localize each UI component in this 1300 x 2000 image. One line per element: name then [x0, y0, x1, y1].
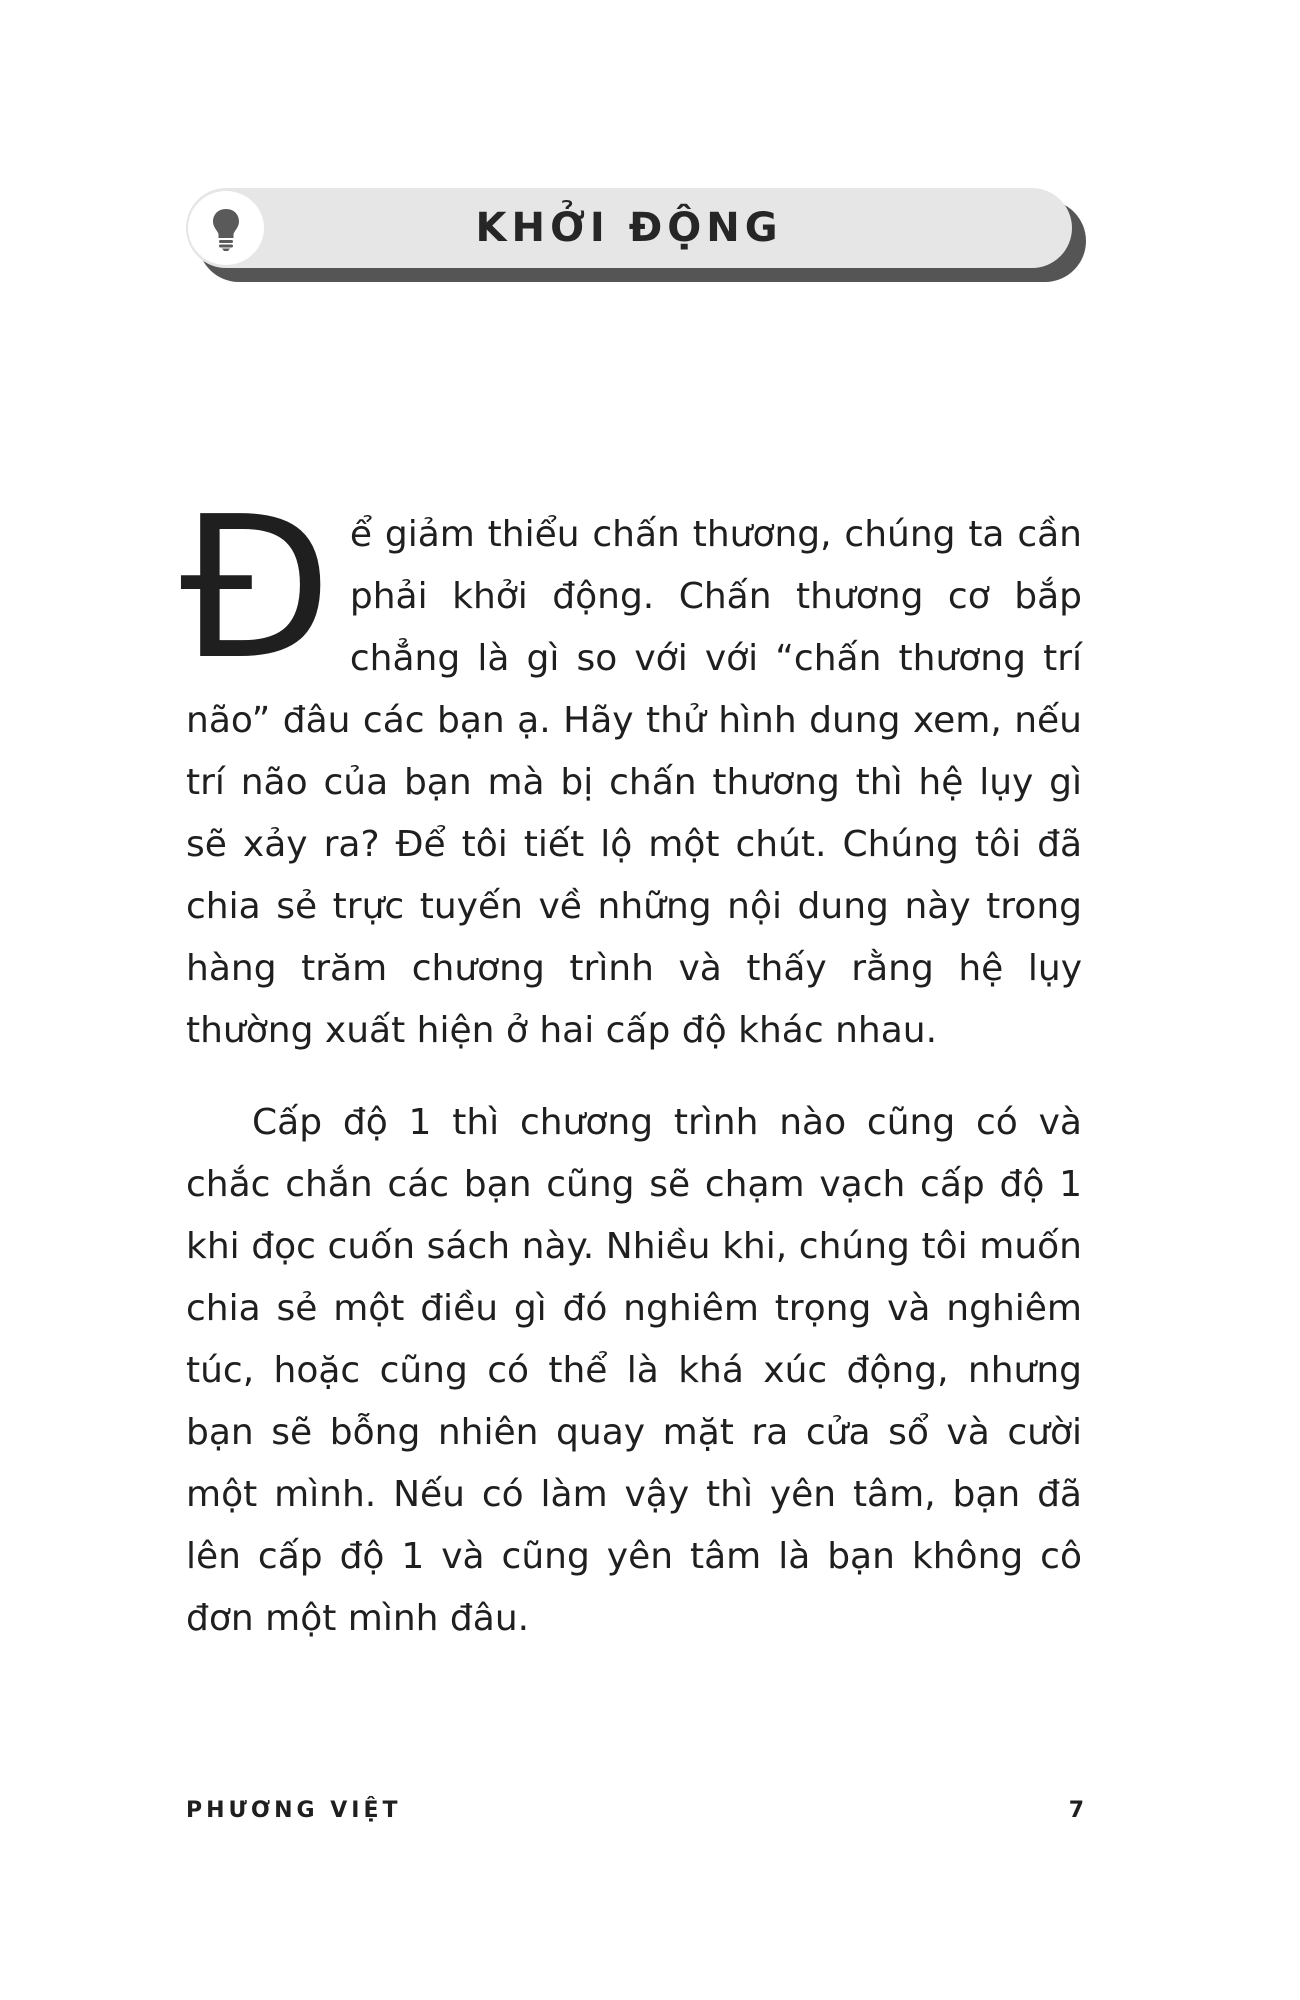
page-number: 7	[1068, 1798, 1084, 1823]
chapter-title: KHỞI ĐỘNG	[475, 205, 783, 251]
paragraph-1	[180, 475, 1082, 1062]
header-pill	[186, 188, 1072, 268]
drop-cap: Đ	[180, 475, 332, 703]
chapter-header	[186, 188, 1086, 282]
body-text	[180, 475, 1082, 1650]
footer-author: PHƯƠNG VIỆT	[186, 1798, 402, 1823]
paragraph-2: Cấp độ 1 thì chương trình nào cũng có và chắc chắn các bạn cũng sẽ chạm vạch cấp độ 1 khi đọc cuốn sách này. Nhiều khi, chúng tôi muốn chia sẻ một điều gì đó nghiêm trọng và nghiêm túc, hoặc cũng có thể là khá xúc động, nhưng bạn sẽ bỗng nhiên quay mặt ra cửa sổ và cười một mình. Nếu có làm vậy thì yên tâm, bạn đã lên cấp độ 1 và cũng yên tâm là bạn không cô đơn một mình đâu.	[186, 1102, 1082, 1639]
paragraph-1-text: ể giảm thiểu chấn thương, chúng ta cần phải khởi động. Chấn thương cơ bắp chẳng là gì so với với “chấn thương trí não” đâu các bạn ạ. Hãy thử hình dung xem, nếu trí não của bạn mà bị chấn thương thì hệ lụy gì sẽ xảy ra? Để tôi tiết lộ một chút. Chúng tôi đã chia sẻ trực tuyến về những nội dung này trong hàng trăm chương trình và thấy rằng hệ lụy thường xuất hiện ở hai cấp độ khác nhau.	[186, 514, 1082, 1051]
